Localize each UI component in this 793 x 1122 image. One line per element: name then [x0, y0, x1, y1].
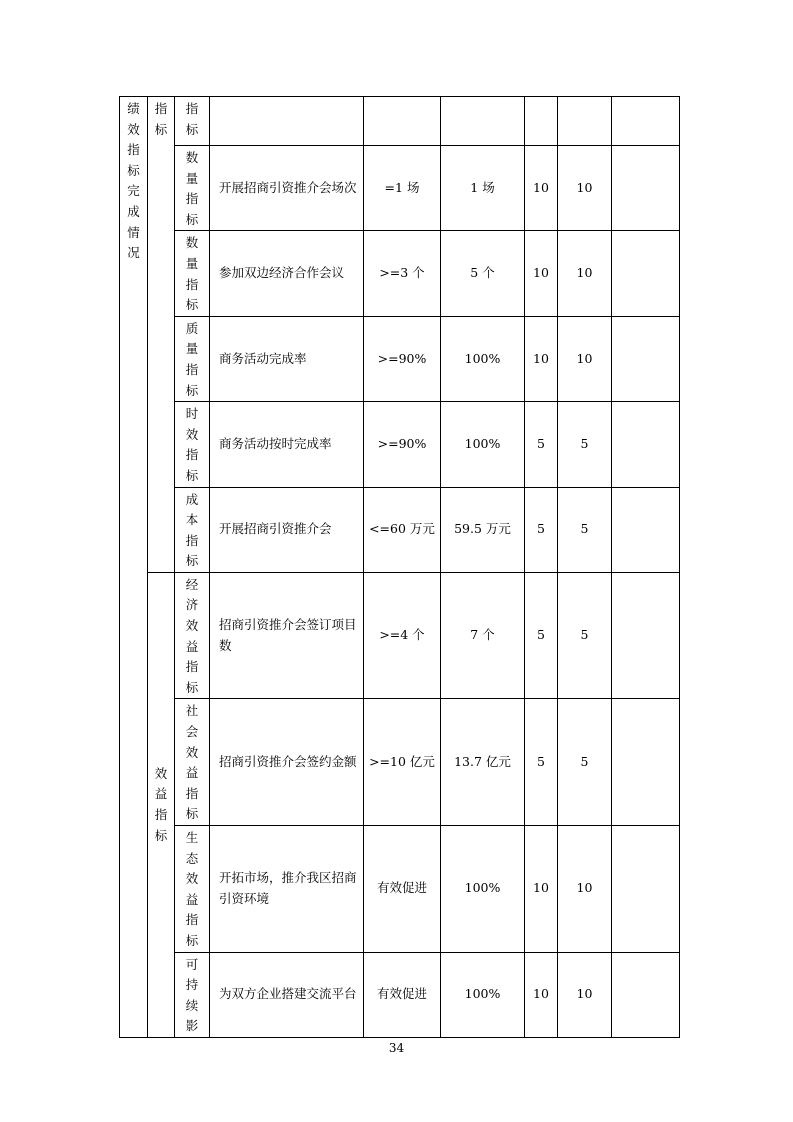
target-cell: 有效促进: [364, 826, 441, 953]
table-row: [120, 952, 680, 1037]
indicator-cell: [175, 487, 210, 572]
weight-cell: 10: [525, 231, 558, 316]
level1-cell: [120, 97, 148, 1038]
actual-cell: 100%: [441, 316, 525, 401]
content-cell: 参加双边经济合作会议: [210, 231, 364, 316]
note-cell: [612, 699, 680, 826]
target-cell: [364, 97, 441, 146]
indicator-label: 数量指标: [185, 150, 199, 227]
content-cell: 商务活动按时完成率: [210, 402, 364, 487]
actual-cell: 1 场: [441, 146, 525, 231]
weight-cell: 5: [525, 487, 558, 572]
indicator-cell: [175, 402, 210, 487]
actual-cell: 100%: [441, 826, 525, 953]
target-cell: >=4 个: [364, 572, 441, 699]
score-cell: 10: [558, 146, 612, 231]
indicator-cell: [175, 97, 210, 146]
table-row: [120, 97, 680, 146]
actual-cell: 5 个: [441, 231, 525, 316]
indicator-label: 指标: [185, 101, 199, 137]
score-cell: 10: [558, 231, 612, 316]
indicator-cell: [175, 826, 210, 953]
table-row: [120, 699, 680, 826]
table-row: [120, 231, 680, 316]
score-cell: 5: [558, 572, 612, 699]
content-cell: 开拓市场，推介我区招商引资环境: [210, 826, 364, 953]
score-cell: [558, 97, 612, 146]
actual-cell: 7 个: [441, 572, 525, 699]
indicator-label: 经济效益指标: [185, 576, 199, 695]
level2-cell: [148, 97, 175, 573]
indicator-label: 时效指标: [185, 406, 199, 483]
note-cell: [612, 146, 680, 231]
weight-cell: 10: [525, 146, 558, 231]
note-cell: [612, 402, 680, 487]
table-row: [120, 316, 680, 401]
actual-cell: 13.7 亿元: [441, 699, 525, 826]
performance-table: [119, 96, 680, 1038]
weight-cell: [525, 97, 558, 146]
level2-label: 效益指标: [154, 765, 168, 843]
target-cell: >=90%: [364, 316, 441, 401]
table-row: [120, 402, 680, 487]
indicator-cell: [175, 316, 210, 401]
score-cell: 10: [558, 826, 612, 953]
indicator-label: 质量指标: [185, 320, 199, 398]
note-cell: [612, 952, 680, 1037]
content-cell: 开展招商引资推介会: [210, 487, 364, 572]
indicator-label: 可持续影: [185, 956, 199, 1034]
score-cell: 10: [558, 316, 612, 401]
target-cell: <=60 万元: [364, 487, 441, 572]
table-row: [120, 146, 680, 231]
target-cell: >=90%: [364, 402, 441, 487]
table-row: [120, 487, 680, 572]
content-cell: 招商引资推介会签约金额: [210, 699, 364, 826]
actual-cell: 100%: [441, 952, 525, 1037]
indicator-label: 生态效益指标: [185, 830, 199, 948]
table-row: [120, 826, 680, 953]
actual-cell: [441, 97, 525, 146]
content-cell: 招商引资推介会签订项目数: [210, 572, 364, 699]
indicator-label: 社会效益指标: [185, 703, 199, 822]
page-number: 34: [388, 1041, 405, 1055]
level2-label: 指标: [154, 101, 168, 137]
indicator-cell: [175, 231, 210, 316]
content-cell: [210, 97, 364, 146]
indicator-cell: [175, 952, 210, 1037]
note-cell: [612, 572, 680, 699]
score-cell: 5: [558, 699, 612, 826]
weight-cell: 5: [525, 572, 558, 699]
target-cell: =1 场: [364, 146, 441, 231]
note-cell: [612, 97, 680, 146]
target-cell: >=3 个: [364, 231, 441, 316]
content-cell: 为双方企业搭建交流平台: [210, 952, 364, 1037]
target-cell: >=10 亿元: [364, 699, 441, 826]
indicator-cell: [175, 572, 210, 699]
level1-label: 绩效指标完成情况: [127, 101, 140, 261]
target-cell: 有效促进: [364, 952, 441, 1037]
note-cell: [612, 826, 680, 953]
note-cell: [612, 231, 680, 316]
weight-cell: 5: [525, 699, 558, 826]
score-cell: 5: [558, 487, 612, 572]
level2-cell: [148, 572, 175, 1037]
table-row: [120, 572, 680, 699]
weight-cell: 5: [525, 402, 558, 487]
actual-cell: 100%: [441, 402, 525, 487]
score-cell: 5: [558, 402, 612, 487]
indicator-label: 成本指标: [185, 491, 199, 569]
content-cell: 商务活动完成率: [210, 316, 364, 401]
score-cell: 10: [558, 952, 612, 1037]
weight-cell: 10: [525, 316, 558, 401]
note-cell: [612, 316, 680, 401]
content-cell: 开展招商引资推介会场次: [210, 146, 364, 231]
actual-cell: 59.5 万元: [441, 487, 525, 572]
indicator-label: 数量指标: [185, 235, 199, 313]
note-cell: [612, 487, 680, 572]
indicator-cell: [175, 146, 210, 231]
weight-cell: 10: [525, 826, 558, 953]
weight-cell: 10: [525, 952, 558, 1037]
indicator-cell: [175, 699, 210, 826]
